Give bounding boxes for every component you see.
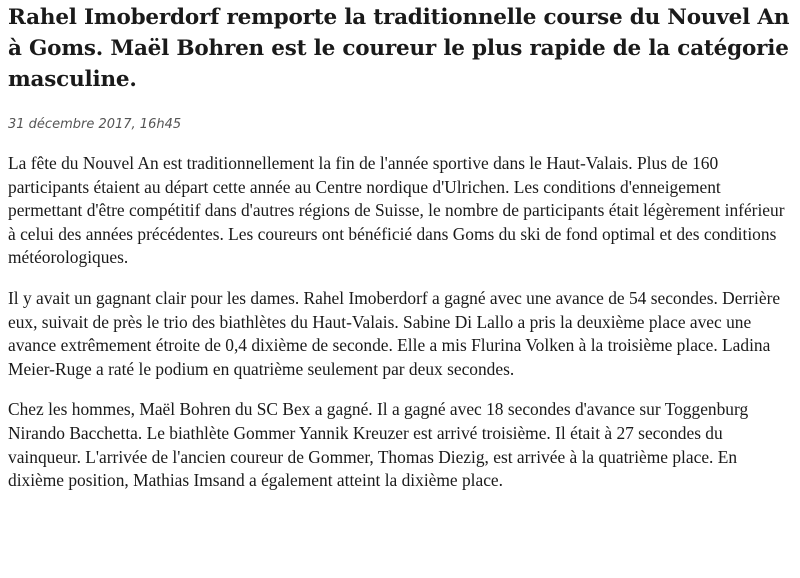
article-date: 31 décembre 2017, 16h45	[8, 117, 182, 132]
article	[8, 2, 792, 510]
article-paragraph: La fête du Nouvel An est traditionnellement la fin de l'année sportive dans le Haut-Valais. Plus de 160 participants étaient au départ cette année au Centre nordique d'Ulrichen. Les conditions d'enneigement permettant d'être compétitif dans d'autres régions de Suisse, le nombre de participants était légèrement inférieur à celui des années précédentes. Les coureurs ont bénéficié dans Goms du ski de fond optimal et des conditions météorologiques.	[8, 153, 785, 268]
article-title: Rahel Imoberdorf remporte la traditionnelle course du Nouvel An à Goms. Maël Bohren est le coureur le plus rapide de la catégorie masculine.	[8, 5, 790, 92]
article-body	[8, 152, 792, 493]
article-paragraph: Il y avait un gagnant clair pour les dames. Rahel Imoberdorf a gagné avec une avance de 54 secondes. Derrière eux, suivait de près le trio des biathlètes du Haut-Valais. Sabine Di Lallo a pris la deuxième place avec une avance extrêmement étroite de 0,4 dixième de seconde. Elle a mis Flurina Volken à la troisième place. Ladina Meier-Ruge a raté le podium en quatrième seulement par deux secondes.	[8, 287, 781, 379]
article-paragraph: Chez les hommes, Maël Bohren du SC Bex a gagné. Il a gagné avec 18 secondes d'avance sur Toggenburg Nirando Bacchetta. Le biathlète Gommer Yannik Kreuzer est arrivé troisième. Il était à 27 secondes du vainqueur. L'arrivée de l'ancien coureur de Gommer, Thomas Diezig, est arrivée à la quatrième place. En dixième position, Mathias Imsand a également atteint la dixième place.	[8, 399, 749, 491]
